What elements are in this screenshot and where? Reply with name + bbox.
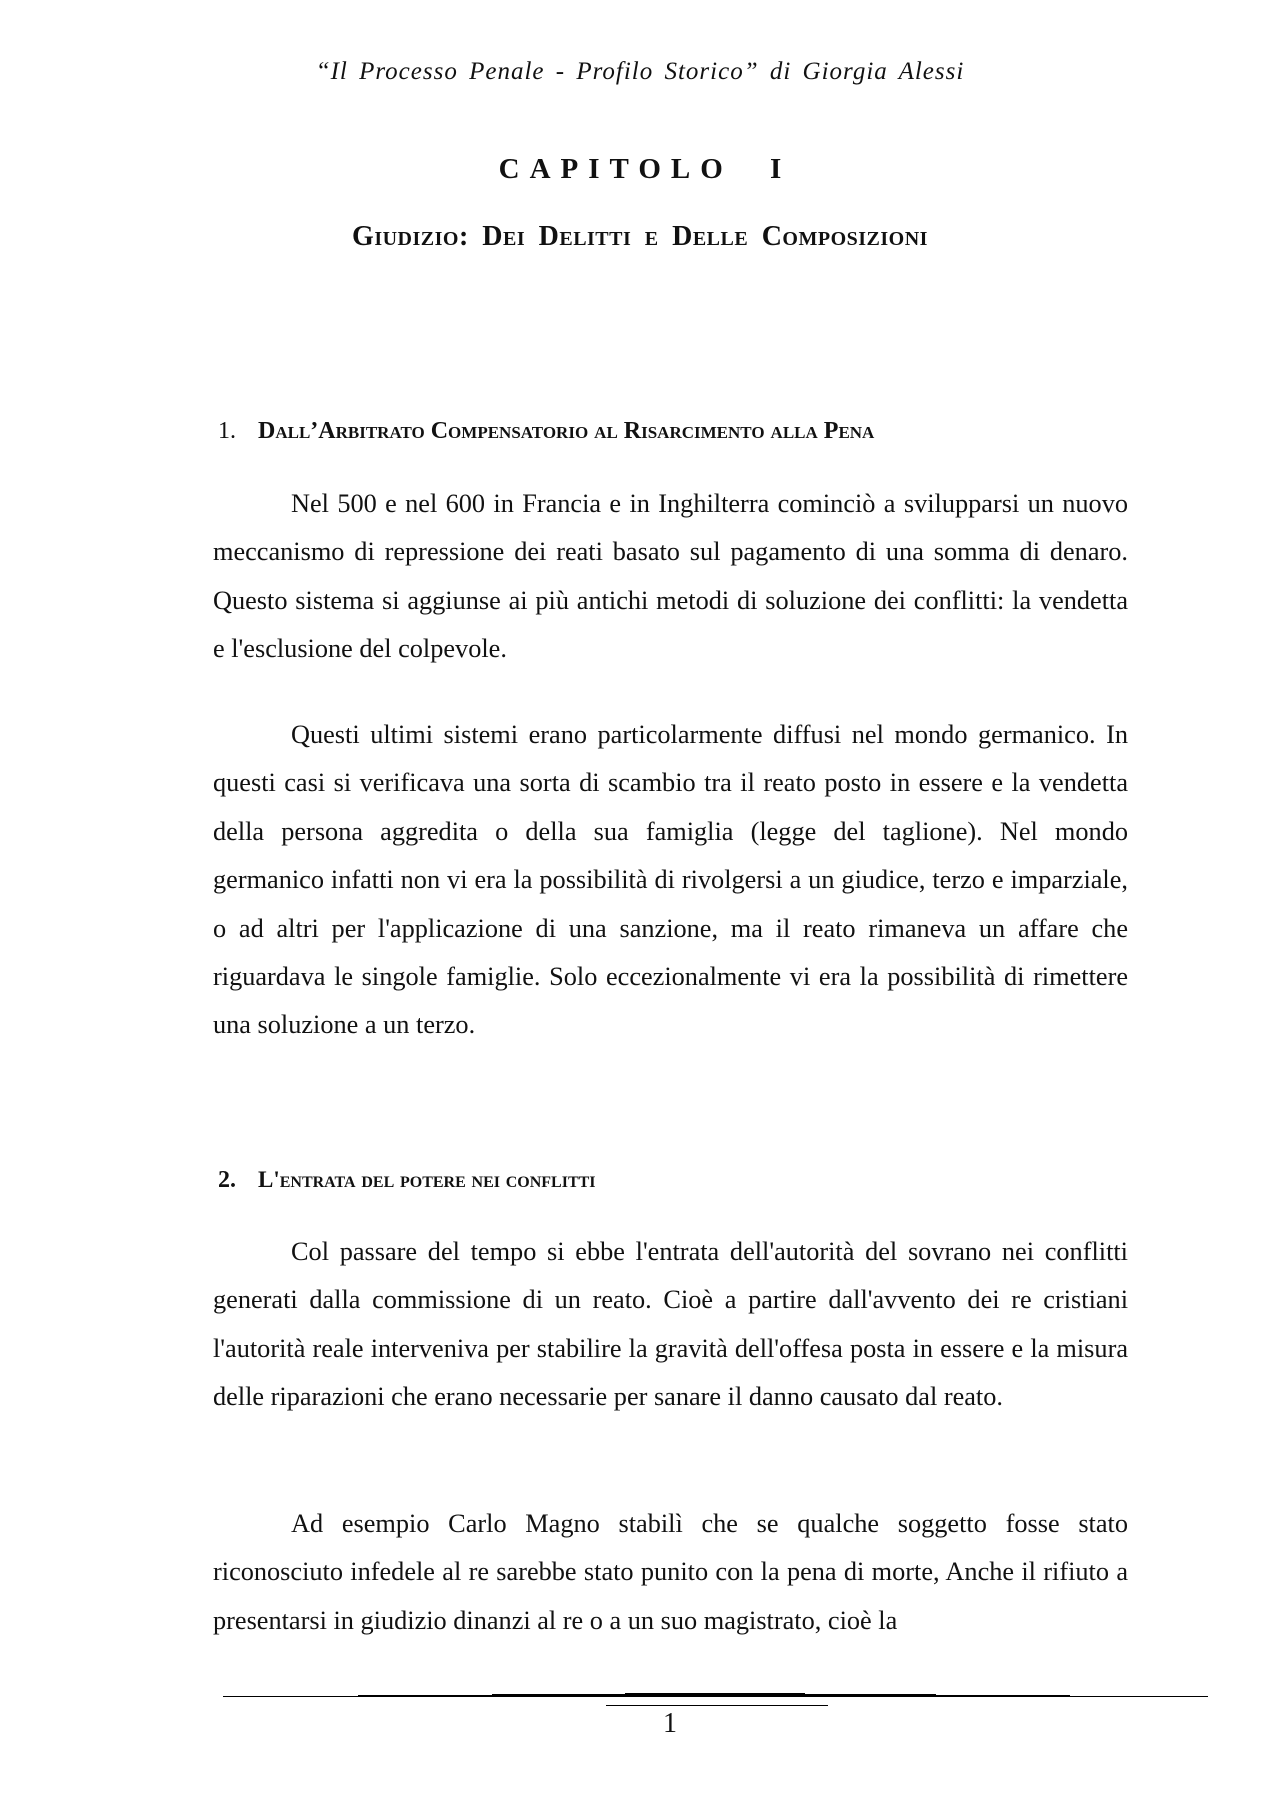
paragraph: Col passare del tempo si ebbe l'entrata dell'autorità del sovrano nei conflitti generati dalla commissione di un reato. Cioè a partire dall'avvento dei re cristiani l'autorità reale interveniva per stabilire la gravità dell'offesa posta in essere e la misura delle riparazioni che erano necessarie per sanare il danno causato dal reato. xyxy=(213,1237,1128,1412)
section-heading-2 xyxy=(218,1167,596,1194)
chapter-subtitle: Giudizio: Dei Delitti e Delle Composizioni xyxy=(352,221,928,252)
chapter-label: CAPITOLO I xyxy=(498,153,792,185)
paragraph: Questi ultimi sistemi erano particolarmente diffusi nel mondo germanico. In questi casi si verificava una sorta di scambio tra il reato posto in essere e la vendetta della persona aggredita o della sua famiglia (legge del taglione). Nel mondo germanico infatti non vi era la possibilità di rivolgersi a un giudice, terzo e imparziale, o ad altri per l'applicazione di una sanzione, ma il reato rimaneva un affare che riguardava le singole famiglie. Solo eccezionalmente vi era la possibilità di rimettere una soluzione a un terzo. xyxy=(213,720,1128,1040)
footer-rule-lower xyxy=(606,1705,828,1706)
footer-rule-accent xyxy=(625,1693,805,1697)
section-number: 1. xyxy=(218,418,236,444)
page-number: 1 xyxy=(663,1708,677,1739)
section-heading-1 xyxy=(218,418,874,445)
section-number: 2. xyxy=(218,1167,236,1193)
paragraph: Nel 500 e nel 600 in Francia e in Inghilterra cominciò a svilupparsi un nuovo meccanismo di repressione dei reati basato sul pagamento di una somma di denaro. Questo sistema si aggiunse ai più antichi metodi di soluzione dei conflitti: la vendetta e l'esclusione del colpevole. xyxy=(213,489,1128,664)
running-header: “Il Processo Penale - Profilo Storico” di Giorgia Alessi xyxy=(315,58,965,85)
section-title: L'entrata del potere nei conflitti xyxy=(258,1167,596,1192)
paragraph: Ad esempio Carlo Magno stabilì che se qualche soggetto fosse stato riconosciuto infedele al re sarebbe stato punito con la pena di morte, Anche il rifiuto a presentarsi in giudizio dinanzi al re o a un suo magistrato, cioè la xyxy=(213,1509,1128,1635)
section-title: Dall’Arbitrato Compensatorio al Risarcimento alla Pena xyxy=(258,418,875,444)
